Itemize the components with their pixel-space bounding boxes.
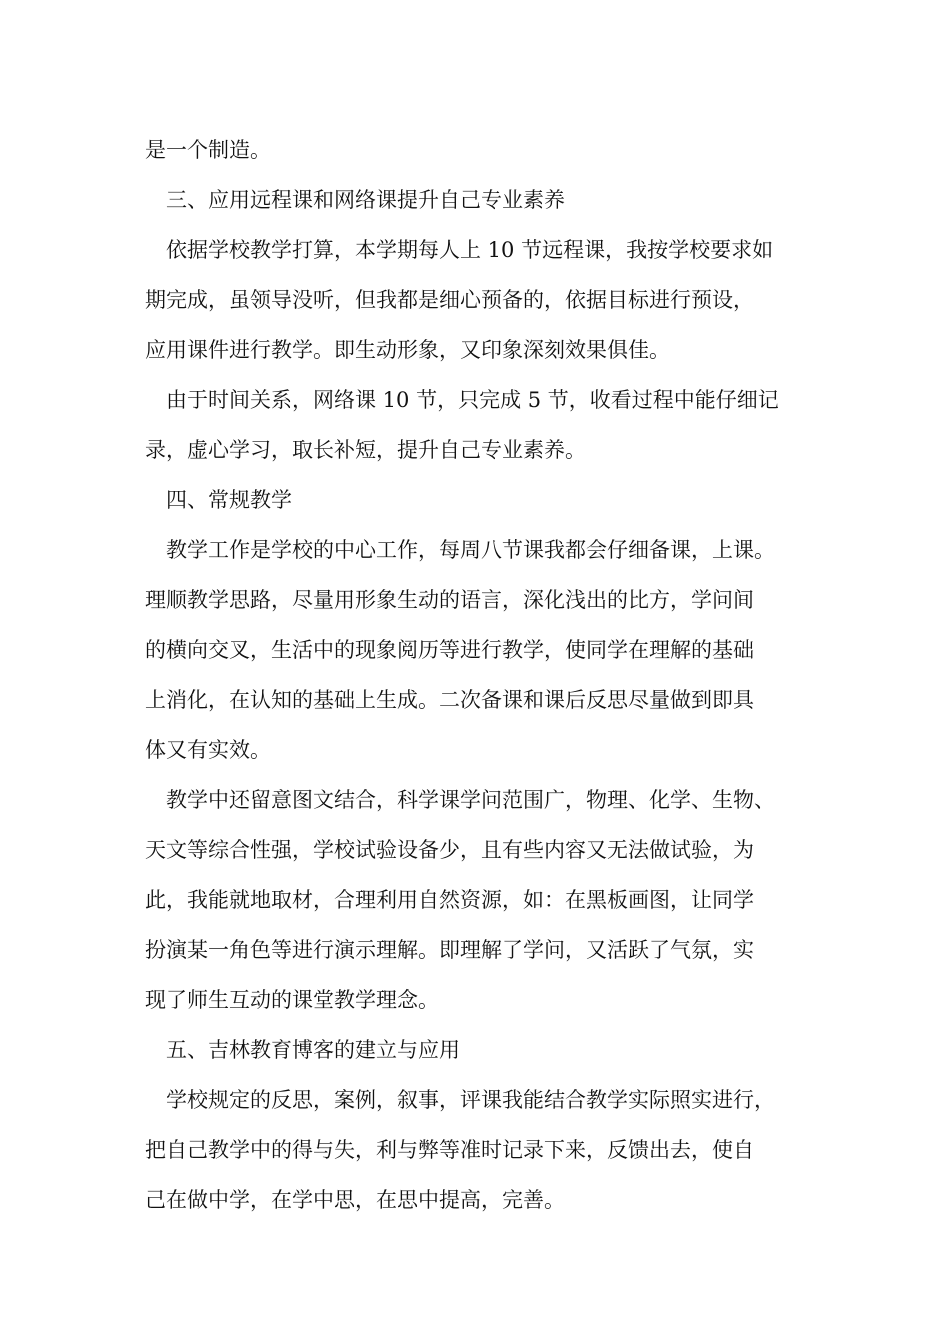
- text-line: 现了师生互动的课堂教学理念。: [145, 988, 439, 1012]
- section-heading: 三、应用远程课和网络课提升自己专业素养: [166, 188, 565, 212]
- text-line: 由于时间关系，网络课 10 节，只完成 5 节，收看过程中能仔细记: [166, 388, 779, 412]
- text-line: 扮演某一角色等进行演示理解。即理解了学问，又活跃了气氛，实: [145, 938, 754, 962]
- text-line: 依据学校教学打算，本学期每人上 10 节远程课，我按学校要求如: [166, 238, 774, 262]
- section-heading: 四、常规教学: [166, 488, 292, 512]
- text-line: 教学工作是学校的中心工作，每周八节课我都会仔细备课，上课。: [166, 538, 775, 562]
- text-line: 教学中还留意图文结合，科学课学问范围广，物理、化学、生物、: [166, 788, 775, 812]
- text-line: 录，虚心学习，取长补短，提升自己专业素养。: [145, 438, 586, 462]
- text-line: 是一个制造。: [145, 138, 271, 162]
- text-line: 把自己教学中的得与失，利与弊等准时记录下来，反馈出去，使自: [145, 1138, 754, 1162]
- text-line: 体又有实效。: [145, 738, 271, 762]
- text-line: 期完成，虽领导没听，但我都是细心预备的，依据目标进行预设，: [145, 288, 754, 312]
- text-line: 此，我能就地取材，合理利用自然资源，如：在黑板画图，让同学: [145, 888, 754, 912]
- text-line: 学校规定的反思，案例，叙事，评课我能结合教学实际照实进行，: [166, 1088, 775, 1112]
- text-line: 的横向交叉，生活中的现象阅历等进行教学，使同学在理解的基础: [145, 638, 754, 662]
- text-line: 己在做中学，在学中思，在思中提高，完善。: [145, 1188, 565, 1212]
- section-heading: 五、吉林教育博客的建立与应用: [166, 1038, 460, 1062]
- text-line: 上消化，在认知的基础上生成。二次备课和课后反思尽量做到即具: [145, 688, 754, 712]
- text-line: 理顺教学思路，尽量用形象生动的语言，深化浅出的比方，学问间: [145, 588, 754, 612]
- text-line: 天文等综合性强，学校试验设备少，且有些内容又无法做试验，为: [145, 838, 754, 862]
- text-line: 应用课件进行教学。即生动形象，又印象深刻效果俱佳。: [145, 338, 670, 362]
